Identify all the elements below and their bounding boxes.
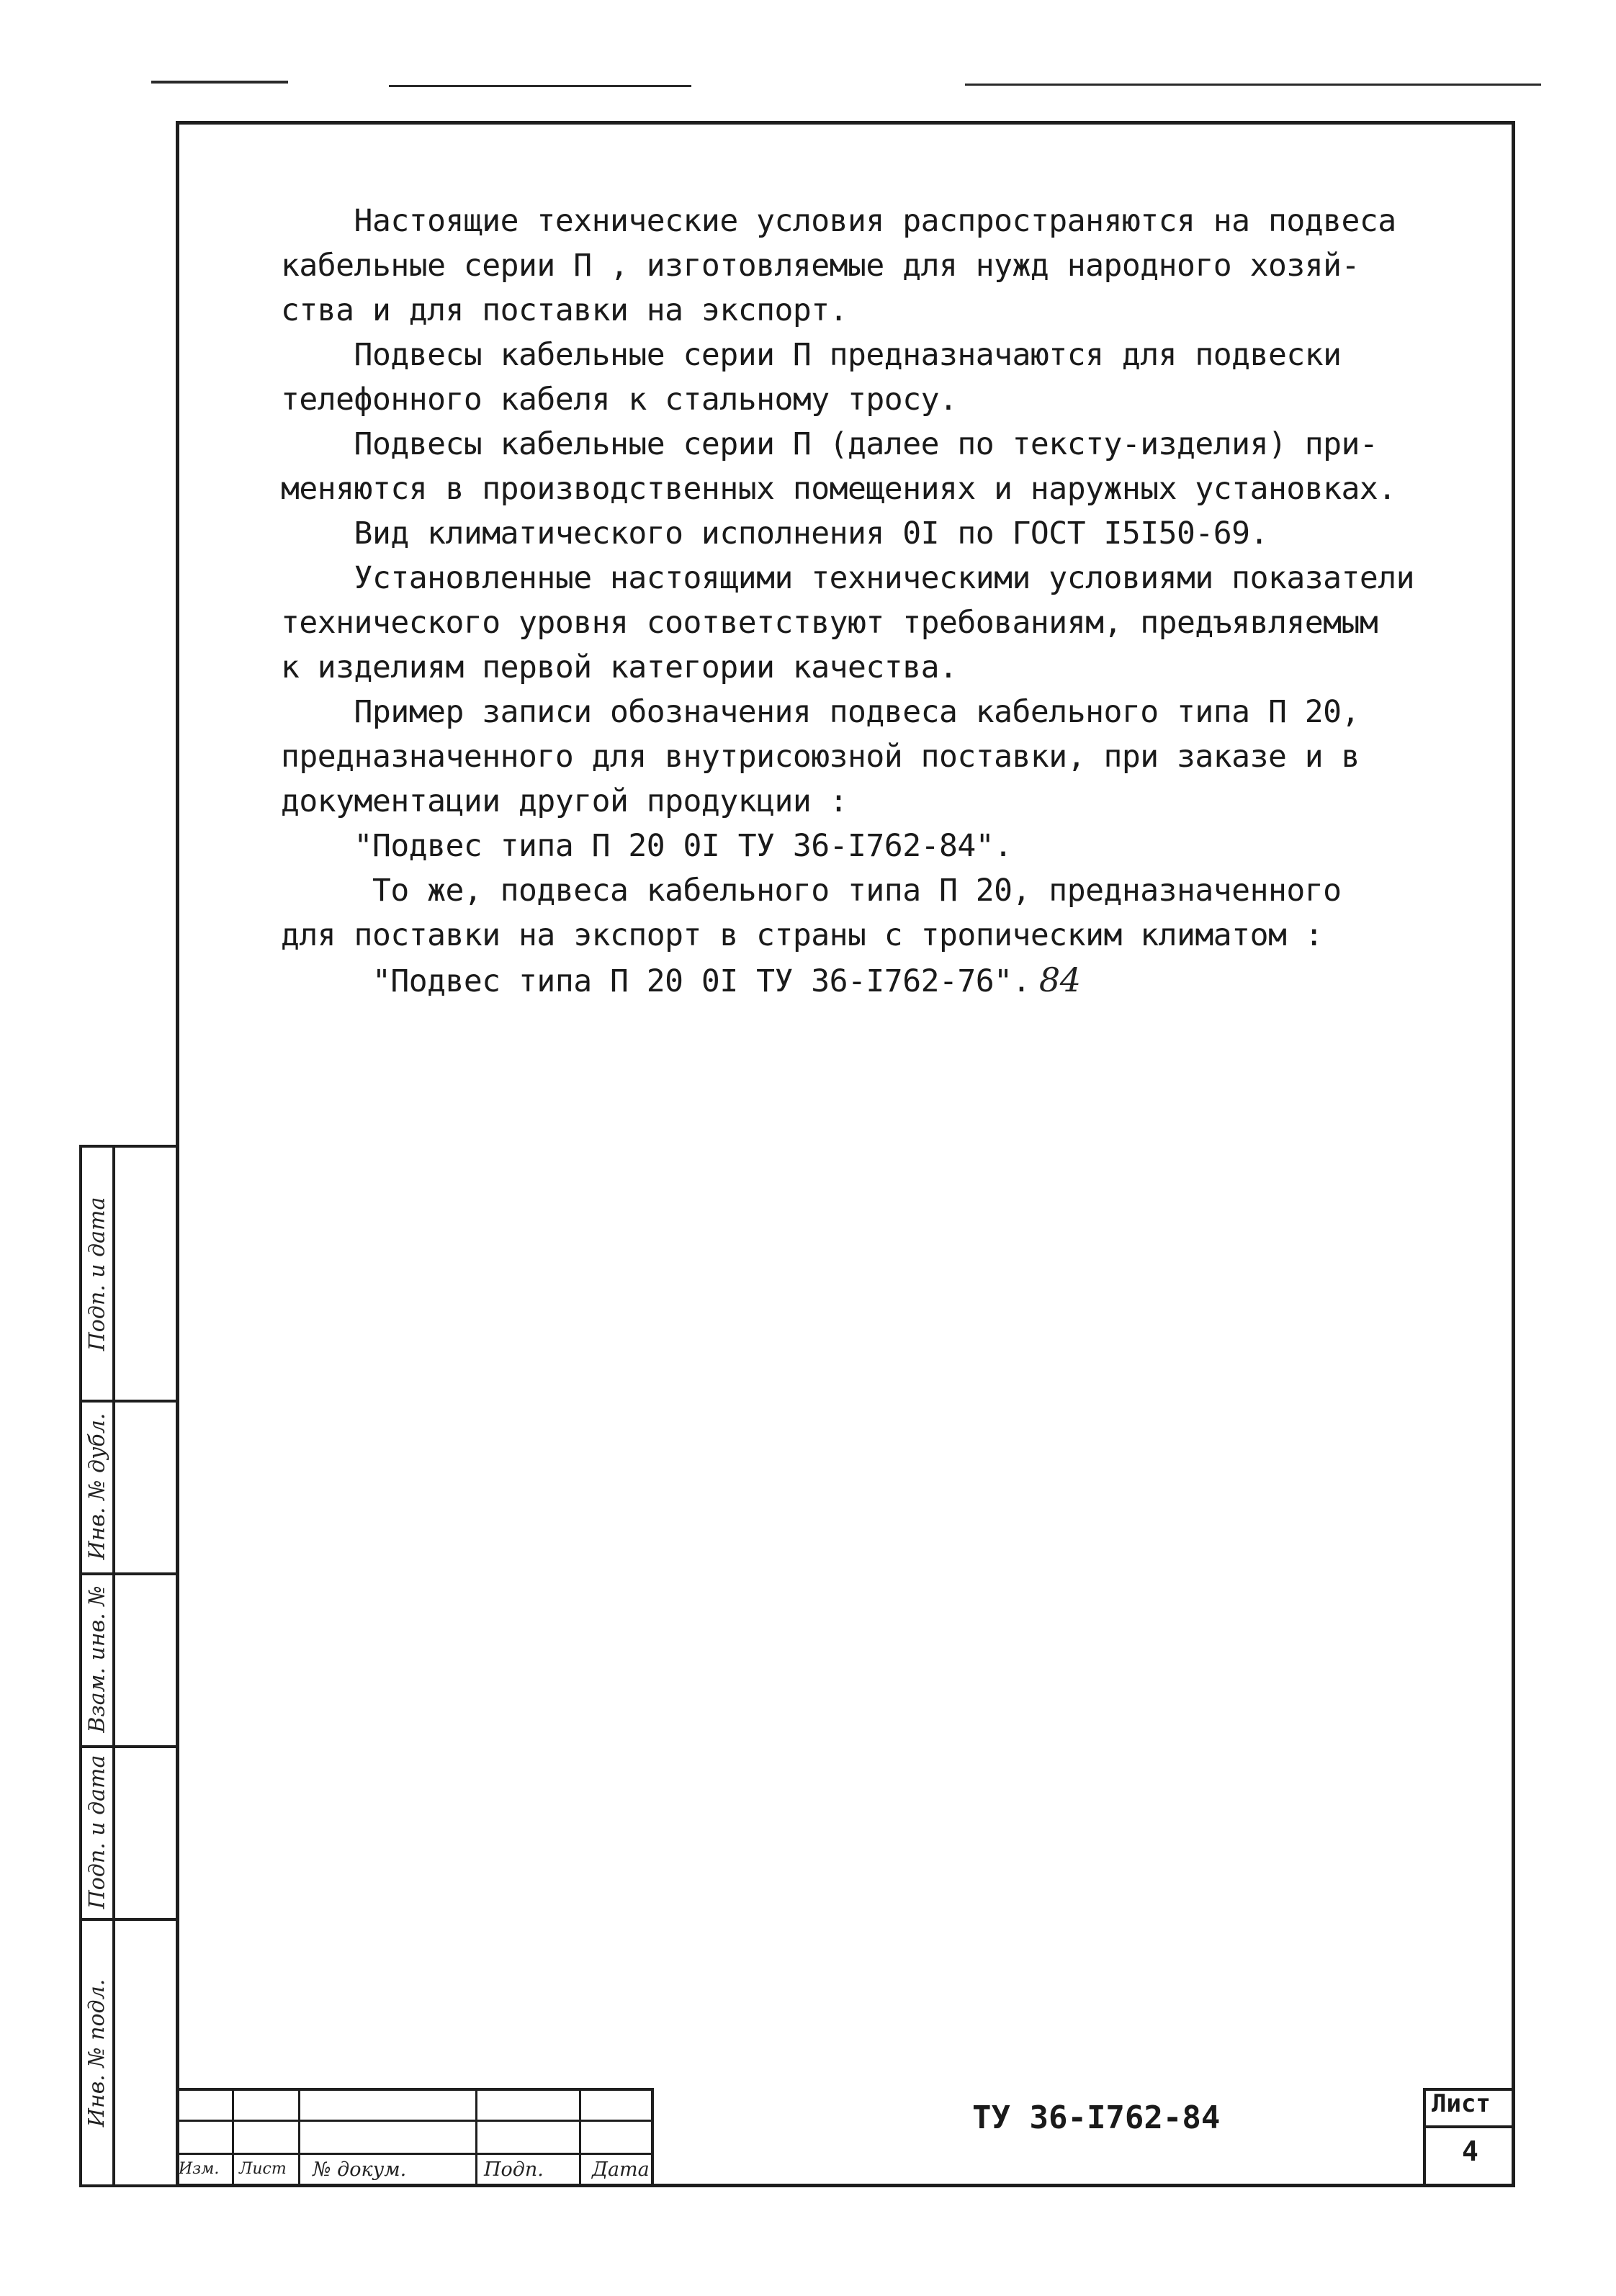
- text-line: технического уровня соответствуют требованиям, предъявляемым: [281, 605, 1378, 641]
- text-line: ства и для поставки на экспорт.: [281, 292, 848, 328]
- sheet-box-left-line: [1423, 2088, 1426, 2187]
- title-block-label-date: Дата: [592, 2158, 650, 2181]
- document-code: ТУ 36-I762-84: [972, 2099, 1221, 2136]
- title-block-label-change: Изм.: [179, 2160, 220, 2178]
- title-block-col-line: [232, 2088, 234, 2187]
- text-line: Пример записи обозначения подвеса кабельного типа П 20,: [281, 694, 1360, 730]
- top-rule-middle: [389, 85, 691, 87]
- sheet-label: Лист: [1432, 2089, 1491, 2118]
- text-line: к изделиям первой категории качества.: [281, 649, 958, 685]
- side-label-duplicate-inv: Инв. № дубл.: [84, 1413, 110, 1559]
- text-line: Подвесы кабельные серии П предназначаются для подвески: [281, 337, 1342, 373]
- top-rule-left: [151, 81, 288, 84]
- side-label-sign-date-1: Подп. и дата: [84, 1197, 110, 1351]
- title-block-label-sheet: Лист: [239, 2160, 287, 2178]
- title-block-label-doc-number: № докум.: [313, 2158, 407, 2181]
- side-strip-divider: [112, 1148, 115, 2184]
- text-line: документации другой продукции :: [281, 783, 848, 819]
- text-line: Подвесы кабельные серии П (далее по тексту-изделия) при-: [281, 426, 1378, 462]
- text-line: кабельные серии П , изготовляемые для нужд народного хозяй-: [281, 248, 1360, 284]
- text-line: предназначенного для внутрисоюзной поставки, при заказе и в: [281, 739, 1360, 775]
- side-binding-strip: [79, 1145, 176, 2187]
- title-block: [176, 2088, 1515, 2187]
- text-line: "Подвес типа П 20 0I ТУ 36-I762-84".: [281, 828, 1013, 864]
- text-line: То же, подвеса кабельного типа П 20, предназначенного: [281, 873, 1342, 909]
- side-label-sign-date-2: Подп. и дата: [84, 1755, 110, 1909]
- side-label-original-inv: Инв. № подл.: [84, 1978, 110, 2127]
- side-label-replacement-inv: Взам. инв. №: [84, 1585, 110, 1733]
- title-block-col-line: [579, 2088, 581, 2187]
- sheet-box-middle-line: [1423, 2125, 1515, 2128]
- text-line: Настоящие технические условия распространяются на подвеса: [281, 203, 1396, 239]
- title-block-label-signature: Подп.: [484, 2158, 544, 2181]
- text-line: телефонного кабеля к стальному тросу.: [281, 382, 958, 418]
- handwritten-correction: 84: [1038, 960, 1081, 999]
- text-line: Вид климатического исполнения 0I по ГОСТ I5I50-69.: [281, 516, 1268, 552]
- title-block-col-line: [651, 2088, 654, 2187]
- text-line: для поставки на экспорт в страны с тропическим климатом :: [281, 917, 1324, 953]
- text-line: Установленные настоящими техническими условиями показатели: [281, 560, 1415, 596]
- document-body: [281, 199, 1498, 1002]
- text-line: "Подвес типа П 20 0I ТУ 36-I762-76".: [281, 963, 1031, 999]
- text-line-last: [281, 958, 1498, 1002]
- sheet-number: 4: [1462, 2135, 1478, 2167]
- text-line: меняются в производственных помещениях и наружных установках.: [281, 471, 1396, 507]
- title-block-col-line: [475, 2088, 477, 2187]
- top-rule-right: [965, 84, 1541, 86]
- title-block-col-line: [298, 2088, 300, 2187]
